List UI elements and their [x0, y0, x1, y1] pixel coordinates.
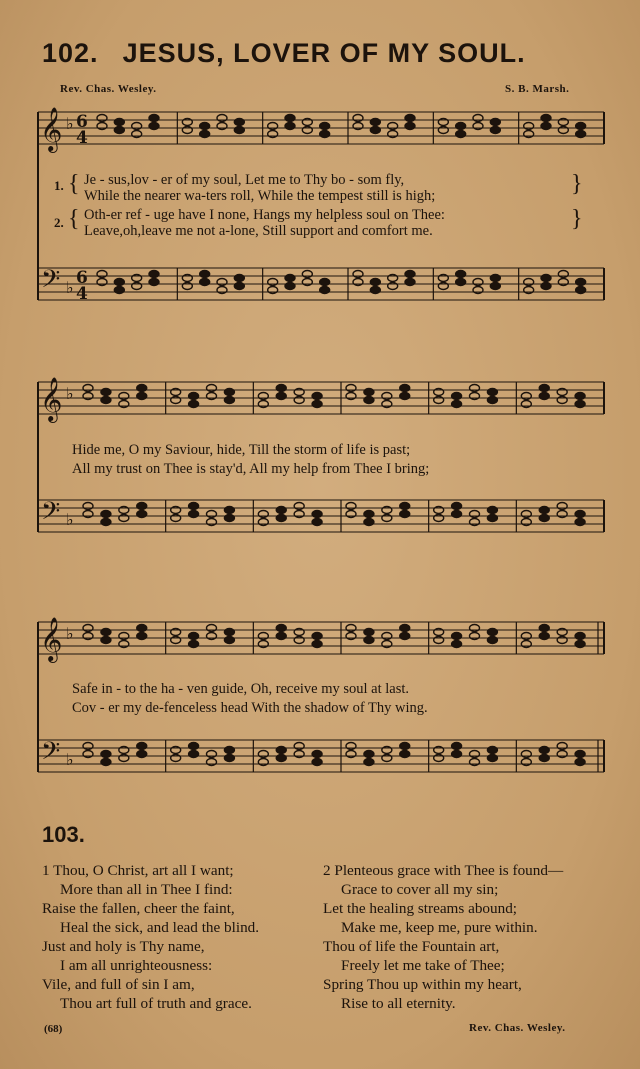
- note-head: [276, 507, 286, 514]
- note-head: [575, 511, 585, 518]
- note-head: [539, 625, 549, 632]
- note-head: [487, 629, 497, 636]
- note-head: [276, 385, 286, 392]
- bass-clef: 𝄢: [41, 265, 61, 300]
- note-head: [452, 633, 462, 640]
- poem-line: More than all in Thee I find:: [60, 881, 233, 898]
- note-head: [364, 397, 374, 404]
- note-head: [575, 759, 585, 766]
- verse-number-1: 1.: [54, 178, 64, 193]
- hymn-title-text: JESUS, LOVER OF MY SOUL.: [122, 38, 526, 68]
- note-head: [189, 751, 199, 758]
- words-credit: Rev. Chas. Wesley.: [60, 83, 157, 95]
- flat-sign: ♭: [66, 384, 74, 403]
- note-head: [101, 397, 111, 404]
- note-head: [452, 751, 462, 758]
- note-head: [400, 393, 410, 400]
- note-head: [456, 131, 466, 138]
- lyric-line: Cov - er my de-fenceless head With the shadow of Thy wing.: [72, 700, 428, 716]
- note-head: [320, 287, 330, 294]
- flat-sign: ♭: [66, 750, 74, 769]
- note-head: [234, 275, 244, 282]
- time-signature-digit: 4: [76, 284, 88, 304]
- poem-line: Heal the sick, and lead the blind.: [60, 919, 260, 936]
- note-head: [224, 755, 234, 762]
- note-head: [200, 279, 210, 286]
- note-head: [224, 637, 234, 644]
- note-head: [539, 507, 549, 514]
- note-head: [114, 119, 124, 126]
- poem-line: Thou of life the Fountain art,: [323, 938, 500, 955]
- note-head: [370, 127, 380, 134]
- note-head: [405, 123, 415, 130]
- note-head: [101, 637, 111, 644]
- note-head: [149, 271, 159, 278]
- time-signature-digit: 6: [76, 112, 88, 132]
- note-head: [312, 633, 322, 640]
- note-head: [276, 393, 286, 400]
- note-head: [276, 515, 286, 522]
- poem-line: Thou art full of truth and grace.: [60, 995, 252, 1012]
- note-head: [400, 503, 410, 510]
- note-head: [224, 747, 234, 754]
- note-head: [149, 279, 159, 286]
- lyric-line: Hide me, O my Saviour, hide, Till the storm of life is past;: [72, 442, 411, 458]
- lyric-line: While the nearer wa-ters roll, While the tempest still is high;: [84, 188, 436, 204]
- note-head: [576, 287, 586, 294]
- note-head: [137, 385, 147, 392]
- poem-line: Spring Thou up within my heart,: [323, 976, 522, 993]
- note-head: [114, 287, 124, 294]
- note-head: [541, 283, 551, 290]
- poem-line: Just and holy is Thy name,: [42, 938, 205, 955]
- note-head: [400, 751, 410, 758]
- note-head: [224, 629, 234, 636]
- note-head: [456, 279, 466, 286]
- note-head: [320, 131, 330, 138]
- note-head: [487, 515, 497, 522]
- time-signature-digit: 6: [76, 268, 88, 288]
- poem-line: Vile, and full of sin I am,: [42, 976, 195, 993]
- note-head: [189, 633, 199, 640]
- note-head: [456, 271, 466, 278]
- lyric-line: Oth-er ref - uge have I none, Hangs my helpless soul on Thee:: [84, 207, 445, 223]
- note-head: [575, 641, 585, 648]
- note-head: [149, 123, 159, 130]
- note-head: [312, 641, 322, 648]
- note-head: [224, 507, 234, 514]
- note-head: [312, 519, 322, 526]
- note-head: [539, 747, 549, 754]
- note-head: [137, 751, 147, 758]
- note-head: [487, 389, 497, 396]
- note-head: [456, 123, 466, 130]
- brace-left: {: [68, 171, 80, 197]
- brace-left: {: [68, 206, 80, 232]
- music-credit: S. B. Marsh.: [505, 83, 570, 95]
- flat-sign: ♭: [66, 114, 74, 133]
- note-head: [189, 401, 199, 408]
- note-head: [364, 511, 374, 518]
- note-head: [452, 641, 462, 648]
- note-head: [539, 755, 549, 762]
- lyric-line: Safe in - to the ha - ven guide, Oh, receive my soul at last.: [72, 681, 410, 697]
- note-head: [320, 123, 330, 130]
- note-head: [234, 283, 244, 290]
- flat-sign: ♭: [66, 278, 74, 297]
- note-head: [114, 127, 124, 134]
- note-head: [189, 511, 199, 518]
- note-head: [364, 389, 374, 396]
- note-head: [490, 283, 500, 290]
- note-head: [101, 759, 111, 766]
- note-head: [575, 401, 585, 408]
- lyric-line: Leave,oh,leave me not a-lone, Still support and comfort me.: [84, 223, 433, 239]
- note-head: [539, 515, 549, 522]
- note-head: [285, 123, 295, 130]
- poem-line: Raise the fallen, cheer the faint,: [42, 900, 235, 917]
- note-head: [575, 393, 585, 400]
- note-head: [312, 751, 322, 758]
- note-head: [490, 119, 500, 126]
- note-head: [285, 115, 295, 122]
- note-head: [400, 511, 410, 518]
- note-head: [405, 115, 415, 122]
- note-head: [189, 503, 199, 510]
- note-head: [575, 751, 585, 758]
- note-head: [364, 759, 374, 766]
- note-head: [541, 275, 551, 282]
- note-head: [101, 511, 111, 518]
- note-head: [400, 743, 410, 750]
- note-head: [490, 127, 500, 134]
- note-head: [576, 279, 586, 286]
- stanza-2: [323, 861, 563, 1013]
- note-head: [101, 519, 111, 526]
- note-head: [364, 637, 374, 644]
- note-head: [487, 755, 497, 762]
- note-head: [224, 389, 234, 396]
- note-head: [234, 127, 244, 134]
- time-signature-digit: 4: [76, 128, 88, 148]
- note-head: [539, 633, 549, 640]
- note-head: [137, 393, 147, 400]
- note-head: [137, 511, 147, 518]
- hymn-number: 102.: [42, 38, 99, 68]
- brace-right: }: [571, 171, 583, 197]
- poem-line: 2 Plenteous grace with Thee is found—: [323, 862, 564, 879]
- note-head: [487, 747, 497, 754]
- note-head: [234, 119, 244, 126]
- note-head: [200, 131, 210, 138]
- note-head: [364, 629, 374, 636]
- note-head: [189, 393, 199, 400]
- note-head: [276, 625, 286, 632]
- hymn-103-number: 103.: [42, 822, 85, 847]
- poem-line: Rise to all eternity.: [341, 995, 456, 1012]
- note-head: [405, 271, 415, 278]
- note-head: [276, 633, 286, 640]
- note-head: [370, 287, 380, 294]
- note-head: [576, 123, 586, 130]
- lyric-line: All my trust on Thee is stay'd, All my help from Thee I bring;: [72, 461, 430, 477]
- note-head: [452, 401, 462, 408]
- note-head: [452, 511, 462, 518]
- note-head: [200, 123, 210, 130]
- note-head: [370, 279, 380, 286]
- note-head: [400, 385, 410, 392]
- note-head: [487, 637, 497, 644]
- note-head: [101, 629, 111, 636]
- treble-clef: 𝄞: [40, 377, 63, 421]
- note-head: [452, 743, 462, 750]
- note-head: [137, 633, 147, 640]
- note-head: [364, 751, 374, 758]
- note-head: [490, 275, 500, 282]
- note-head: [370, 119, 380, 126]
- brace-right: }: [571, 206, 583, 232]
- note-head: [541, 123, 551, 130]
- note-head: [541, 115, 551, 122]
- flat-sign: ♭: [66, 510, 74, 529]
- note-head: [137, 625, 147, 632]
- note-head: [405, 279, 415, 286]
- note-head: [137, 743, 147, 750]
- note-head: [487, 397, 497, 404]
- note-head: [312, 759, 322, 766]
- verse-number-2: 2.: [54, 215, 64, 230]
- note-head: [189, 641, 199, 648]
- note-head: [487, 507, 497, 514]
- note-head: [200, 271, 210, 278]
- poem-line: I am all unrighteousness:: [60, 957, 213, 974]
- note-head: [452, 503, 462, 510]
- note-head: [400, 633, 410, 640]
- flat-sign: ♭: [66, 624, 74, 643]
- bass-clef: 𝄢: [41, 497, 61, 532]
- note-head: [576, 131, 586, 138]
- note-head: [276, 755, 286, 762]
- note-head: [285, 275, 295, 282]
- note-head: [364, 519, 374, 526]
- note-head: [114, 279, 124, 286]
- poem-line: Grace to cover all my sin;: [341, 881, 499, 898]
- note-head: [452, 393, 462, 400]
- bass-clef: 𝄢: [41, 737, 61, 772]
- treble-clef: 𝄞: [40, 617, 63, 661]
- note-head: [101, 389, 111, 396]
- note-head: [276, 747, 286, 754]
- page-number: (68): [44, 1023, 63, 1035]
- stanza-1: [42, 861, 259, 1013]
- treble-clef: 𝄞: [40, 107, 63, 151]
- footer-credit: Rev. Chas. Wesley.: [469, 1022, 566, 1034]
- poem-line: Freely let me take of Thee;: [341, 957, 505, 974]
- note-head: [575, 633, 585, 640]
- note-head: [312, 511, 322, 518]
- note-head: [137, 503, 147, 510]
- note-head: [285, 283, 295, 290]
- note-head: [400, 625, 410, 632]
- note-head: [224, 515, 234, 522]
- poem-line: 1 Thou, O Christ, art all I want;: [42, 862, 234, 879]
- lyric-line: Je - sus,lov - er of my soul, Let me to Thy bo - som fly,: [84, 172, 405, 188]
- note-head: [539, 385, 549, 392]
- note-head: [101, 751, 111, 758]
- poem-line: Make me, keep me, pure within.: [341, 919, 538, 936]
- note-head: [539, 393, 549, 400]
- note-head: [575, 519, 585, 526]
- note-head: [189, 743, 199, 750]
- poem-line: Let the healing streams abound;: [323, 900, 518, 917]
- note-head: [224, 397, 234, 404]
- note-head: [312, 393, 322, 400]
- note-head: [312, 401, 322, 408]
- note-head: [149, 115, 159, 122]
- note-head: [320, 279, 330, 286]
